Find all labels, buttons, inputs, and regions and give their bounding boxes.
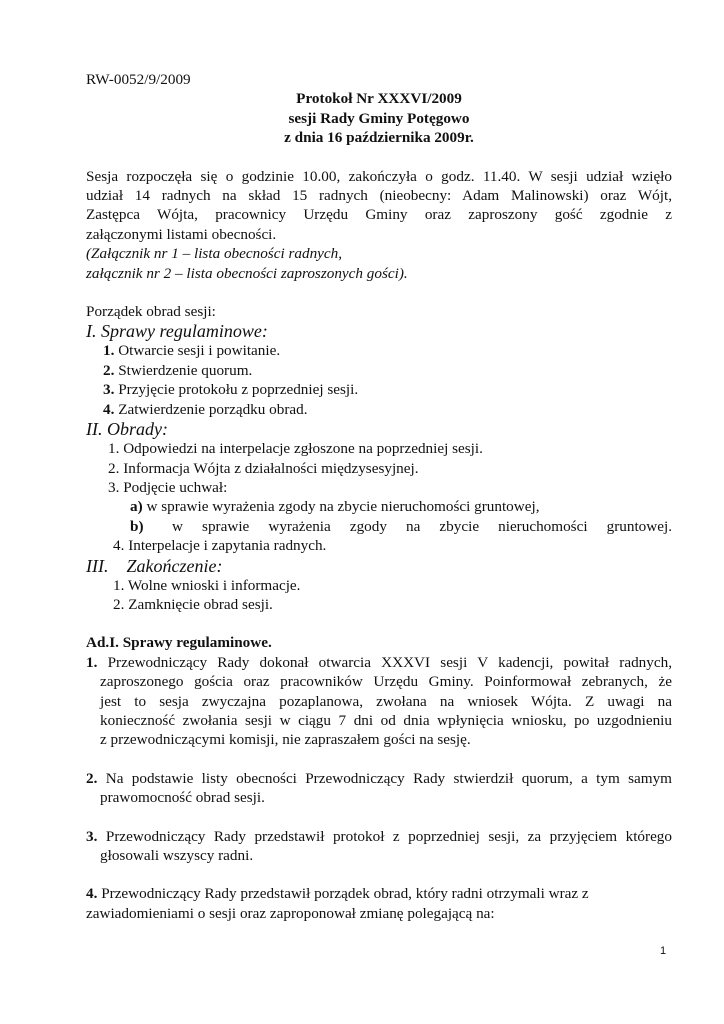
agenda-item: 2. Stwierdzenie quorum. <box>103 361 253 379</box>
document-body <box>86 70 672 923</box>
page-number: 1 <box>660 945 667 957</box>
paragraph-line: z przewodniczącymi komisji, nie zapraszałem gości na sesję. <box>100 731 471 749</box>
attachment-note: (Załącznik nr 1 – lista obecności radnych, <box>86 245 343 263</box>
agenda-item: 4. Zatwierdzenie porządku obrad. <box>103 400 308 418</box>
document-title <box>86 89 672 147</box>
paragraph-line: głosowali wszyscy radni. <box>100 847 254 864</box>
title-line-3: z dnia 16 października 2009r. <box>284 129 474 147</box>
ad-section-heading: Ad.I. Sprawy regulaminowe. <box>86 634 272 652</box>
agenda-item: 1. Wolne wnioski i informacje. <box>113 576 301 594</box>
agenda-section-1 <box>86 321 672 419</box>
agenda-subitem: b) w sprawie wyrażenia zgody na zbycie nieruchomości gruntowej. <box>130 517 672 535</box>
paragraph-line: 4. Przewodniczący Rady przedstawił porządek obrad, który radni otrzymali wraz z <box>86 885 589 903</box>
paragraph-line: zaproszonego gościa oraz pracowników Urzędu Gminy. Poinformował zebranych, że <box>100 673 672 691</box>
agenda-item: 2. Zamknięcie obrad sesji. <box>113 595 273 613</box>
agenda-item: 3. Podjęcie uchwał: <box>108 478 228 496</box>
paragraph-line: 1. Przewodniczący Rady dokonał otwarcia XXXVI sesji V kadencji, powitał radnych, <box>86 653 672 671</box>
agenda-item: 1. Odpowiedzi na interpelacje zgłoszone na poprzedniej sesji. <box>108 440 483 458</box>
agenda-item: 4. Interpelacje i zapytania radnych. <box>113 537 327 555</box>
paragraph-line: konieczność zwołania sesji w ciągu 7 dni od dnia wpłynięcia wniosku, po uzgodnieniu <box>100 711 672 729</box>
agenda-item: 2. Informacja Wójta z działalności międzysesyjnej. <box>108 459 419 477</box>
section-heading: III. Zakończenie: <box>86 555 223 576</box>
paragraph-line: 3. Przewodniczący Rady przedstawił protokoł z poprzedniej sesji, za przyjęciem którego <box>86 827 672 845</box>
section-heading: I. Sprawy regulaminowe: <box>86 321 268 342</box>
agenda-item: 1. Otwarcie sesji i powitanie. <box>103 342 281 360</box>
reference-number: RW-0052/9/2009 <box>86 71 191 88</box>
paragraph-4 <box>86 884 672 923</box>
intro-line: Sesja rozpoczęła się o godzinie 10.00, zakończyła o godz. 11.40. W sesji udział wzięło <box>86 167 672 185</box>
paragraph-3 <box>86 827 672 866</box>
agenda-subitem: a) w sprawie wyrażenia zgody na zbycie nieruchomości gruntowej, <box>130 498 540 516</box>
section-heading: II. Obrady: <box>86 419 168 440</box>
agenda-item: 3. Przyjęcie protokołu z poprzedniej sesji. <box>103 381 359 399</box>
intro-paragraph <box>86 167 672 283</box>
agenda-section-3 <box>86 556 672 615</box>
intro-line: udział 14 radnych na skład 15 radnych (nieobecny: Adam Malinowski) oraz Wójt, <box>86 187 672 205</box>
paragraph-line: 2. Na podstawie listy obecności Przewodniczący Rady stwierdził quorum, a tym samym <box>86 769 672 787</box>
paragraph-line: zawiadomieniami o sesji oraz zaproponował zmianę polegającą na: <box>86 904 495 922</box>
attachment-note: załącznik nr 2 – lista obecności zaproszonych gości). <box>86 264 408 282</box>
paragraph-line: prawomocność obrad sesji. <box>100 789 265 807</box>
intro-line: Zastępca Wójta, pracownicy Urzędu Gminy oraz zaproszony gość zgodnie z <box>86 206 672 224</box>
paragraph-1 <box>86 653 672 750</box>
agenda-section-2 <box>86 419 672 555</box>
intro-line: załączonymi listami obecności. <box>86 225 277 243</box>
title-line-2: sesji Rady Gminy Potęgowo <box>288 109 470 127</box>
paragraph-line: jest to sesja zwyczajna pozaplanowa, zwołana na wniosek Wójta. Z uwagi na <box>100 692 672 710</box>
agenda-label: Porządek obrad sesji: <box>86 303 216 321</box>
title-line-1: Protokoł Nr XXXVI/2009 <box>296 90 462 108</box>
paragraph-2 <box>86 769 672 808</box>
